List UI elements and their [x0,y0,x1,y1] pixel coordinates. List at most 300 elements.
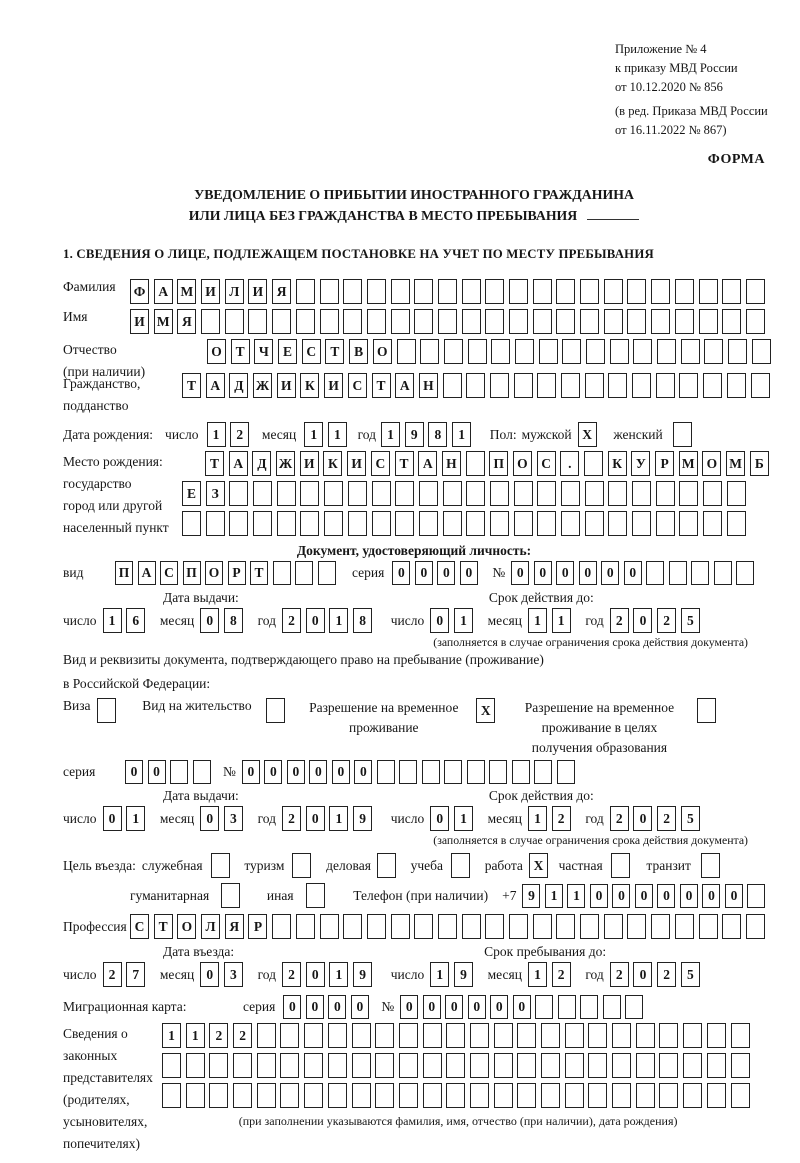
char-cell[interactable]: 1 [454,806,473,831]
char-cell[interactable]: 2 [103,962,122,987]
char-cell[interactable] [627,279,646,304]
char-cell[interactable] [533,914,552,939]
char-cell[interactable]: Я [177,309,196,334]
char-cell[interactable]: З [206,481,225,506]
char-cell[interactable] [722,914,741,939]
char-cell[interactable] [731,1083,750,1108]
char-cell[interactable] [391,279,410,304]
char-cell[interactable] [253,481,272,506]
visa-checkbox-cell[interactable] [97,698,116,723]
char-cell[interactable] [273,561,291,585]
char-cell[interactable] [391,914,410,939]
char-cell[interactable]: 1 [430,962,449,987]
char-cell[interactable] [233,1053,252,1078]
char-cell[interactable] [610,339,629,364]
char-cell[interactable]: Р [655,451,674,476]
char-cell[interactable] [699,279,718,304]
char-cell[interactable] [466,373,485,398]
char-cell[interactable] [515,339,534,364]
purpose-other-cell[interactable] [306,883,325,908]
char-cell[interactable] [257,1023,276,1048]
char-cell[interactable] [443,511,462,536]
char-cell[interactable] [280,1083,299,1108]
char-cell[interactable] [562,339,581,364]
char-cell[interactable] [603,995,621,1019]
char-cell[interactable]: М [177,279,196,304]
char-cell[interactable] [343,309,362,334]
char-cell[interactable] [675,309,694,334]
char-cell[interactable]: М [154,309,173,334]
char-cell[interactable] [257,1053,276,1078]
char-cell[interactable]: 0 [460,561,478,585]
char-cell[interactable] [541,1053,560,1078]
char-cell[interactable]: 9 [353,806,372,831]
char-cell[interactable]: 2 [610,806,629,831]
char-cell[interactable]: П [115,561,133,585]
purpose-tourism-cell[interactable] [292,853,311,878]
char-cell[interactable]: 0 [351,995,369,1019]
char-cell[interactable]: 0 [200,806,219,831]
char-cell[interactable] [423,1083,442,1108]
purpose-work-cell[interactable]: X [529,853,548,878]
char-cell[interactable]: О [702,451,721,476]
char-cell[interactable] [399,760,417,784]
char-cell[interactable] [541,1023,560,1048]
char-cell[interactable] [657,339,676,364]
char-cell[interactable] [535,995,553,1019]
char-cell[interactable]: 2 [657,806,676,831]
char-cell[interactable]: 0 [200,962,219,987]
char-cell[interactable] [186,1053,205,1078]
char-cell[interactable]: 9 [353,962,372,987]
char-cell[interactable]: 0 [601,561,619,585]
char-cell[interactable]: 2 [610,608,629,633]
char-cell[interactable] [727,481,746,506]
char-cell[interactable]: Т [182,373,201,398]
char-cell[interactable] [375,1053,394,1078]
char-cell[interactable] [727,511,746,536]
char-cell[interactable] [585,481,604,506]
char-cell[interactable] [714,561,732,585]
char-cell[interactable] [485,279,504,304]
char-cell[interactable]: С [371,451,390,476]
char-cell[interactable] [514,373,533,398]
char-cell[interactable] [372,511,391,536]
char-cell[interactable] [277,481,296,506]
char-cell[interactable] [348,481,367,506]
char-cell[interactable]: 2 [209,1023,228,1048]
char-cell[interactable]: 2 [552,806,571,831]
char-cell[interactable] [399,1053,418,1078]
char-cell[interactable] [485,914,504,939]
char-cell[interactable] [514,481,533,506]
char-cell[interactable]: 2 [230,422,249,447]
char-cell[interactable] [636,1023,655,1048]
char-cell[interactable] [746,279,765,304]
char-cell[interactable]: Б [750,451,769,476]
char-cell[interactable]: С [130,914,149,939]
char-cell[interactable]: 1 [329,608,348,633]
char-cell[interactable] [565,1083,584,1108]
char-cell[interactable] [659,1023,678,1048]
char-cell[interactable]: 0 [328,995,346,1019]
char-cell[interactable] [186,1083,205,1108]
char-cell[interactable] [541,1083,560,1108]
char-cell[interactable]: 0 [283,995,301,1019]
char-cell[interactable] [272,914,291,939]
char-cell[interactable]: 2 [282,962,301,987]
char-cell[interactable] [633,339,652,364]
char-cell[interactable] [494,1053,513,1078]
char-cell[interactable]: 1 [162,1023,181,1048]
residence-permit-checkbox-cell[interactable] [266,698,285,723]
char-cell[interactable]: 0 [200,608,219,633]
char-cell[interactable]: 9 [522,884,540,908]
char-cell[interactable] [489,760,507,784]
char-cell[interactable] [691,561,709,585]
char-cell[interactable] [556,914,575,939]
char-cell[interactable]: 0 [702,884,720,908]
char-cell[interactable]: 1 [328,422,347,447]
char-cell[interactable] [419,511,438,536]
char-cell[interactable] [490,481,509,506]
char-cell[interactable]: 0 [633,806,652,831]
char-cell[interactable]: 1 [528,806,547,831]
char-cell[interactable] [324,511,343,536]
char-cell[interactable] [162,1083,181,1108]
char-cell[interactable]: Т [205,451,224,476]
temp-residence-checkbox-cell[interactable]: X [476,698,495,723]
char-cell[interactable]: А [206,373,225,398]
char-cell[interactable] [296,279,315,304]
char-cell[interactable]: М [726,451,745,476]
char-cell[interactable] [272,309,291,334]
char-cell[interactable]: О [207,339,226,364]
char-cell[interactable] [699,309,718,334]
purpose-private-cell[interactable] [611,853,630,878]
char-cell[interactable]: Ч [254,339,273,364]
char-cell[interactable] [509,309,528,334]
char-cell[interactable] [229,511,248,536]
char-cell[interactable] [580,279,599,304]
char-cell[interactable] [517,1023,536,1048]
char-cell[interactable] [683,1083,702,1108]
char-cell[interactable] [585,373,604,398]
char-cell[interactable]: 1 [567,884,585,908]
char-cell[interactable] [367,309,386,334]
char-cell[interactable]: 3 [224,962,243,987]
char-cell[interactable]: 1 [186,1023,205,1048]
char-cell[interactable] [248,309,267,334]
char-cell[interactable] [586,339,605,364]
char-cell[interactable]: Л [225,279,244,304]
char-cell[interactable]: 9 [454,962,473,987]
char-cell[interactable] [509,914,528,939]
char-cell[interactable] [257,1083,276,1108]
char-cell[interactable] [747,884,765,908]
char-cell[interactable] [722,279,741,304]
char-cell[interactable] [304,1023,323,1048]
char-cell[interactable]: К [323,451,342,476]
char-cell[interactable] [462,914,481,939]
char-cell[interactable] [608,373,627,398]
char-cell[interactable]: 0 [633,608,652,633]
char-cell[interactable] [625,995,643,1019]
char-cell[interactable] [746,914,765,939]
char-cell[interactable] [446,1053,465,1078]
char-cell[interactable] [669,561,687,585]
char-cell[interactable] [537,511,556,536]
char-cell[interactable] [399,1023,418,1048]
char-cell[interactable]: И [324,373,343,398]
char-cell[interactable] [534,760,552,784]
char-cell[interactable] [656,511,675,536]
char-cell[interactable]: И [201,279,220,304]
char-cell[interactable] [420,339,439,364]
char-cell[interactable] [352,1053,371,1078]
char-cell[interactable] [580,309,599,334]
char-cell[interactable]: А [395,373,414,398]
char-cell[interactable] [367,914,386,939]
char-cell[interactable]: 0 [332,760,350,784]
char-cell[interactable]: 0 [635,884,653,908]
char-cell[interactable]: О [205,561,223,585]
char-cell[interactable] [446,1083,465,1108]
char-cell[interactable] [656,481,675,506]
char-cell[interactable] [703,481,722,506]
char-cell[interactable] [604,309,623,334]
char-cell[interactable] [348,511,367,536]
char-cell[interactable]: К [300,373,319,398]
char-cell[interactable] [304,1053,323,1078]
char-cell[interactable]: 2 [657,962,676,987]
char-cell[interactable] [646,561,664,585]
char-cell[interactable] [612,1053,631,1078]
char-cell[interactable] [651,914,670,939]
char-cell[interactable]: 0 [624,561,642,585]
char-cell[interactable] [675,279,694,304]
char-cell[interactable]: Я [272,279,291,304]
char-cell[interactable] [632,511,651,536]
char-cell[interactable] [585,511,604,536]
char-cell[interactable] [320,309,339,334]
char-cell[interactable]: С [348,373,367,398]
char-cell[interactable] [328,1083,347,1108]
char-cell[interactable] [233,1083,252,1108]
char-cell[interactable] [580,995,598,1019]
char-cell[interactable]: Д [229,373,248,398]
char-cell[interactable]: 2 [552,962,571,987]
char-cell[interactable] [588,1023,607,1048]
char-cell[interactable] [627,309,646,334]
char-cell[interactable] [352,1083,371,1108]
char-cell[interactable] [414,914,433,939]
char-cell[interactable]: Я [225,914,244,939]
char-cell[interactable] [372,481,391,506]
char-cell[interactable] [707,1023,726,1048]
char-cell[interactable] [328,1053,347,1078]
char-cell[interactable] [446,1023,465,1048]
char-cell[interactable]: 2 [610,962,629,987]
char-cell[interactable] [636,1053,655,1078]
char-cell[interactable]: Р [228,561,246,585]
char-cell[interactable] [656,373,675,398]
char-cell[interactable]: 0 [437,561,455,585]
char-cell[interactable] [491,339,510,364]
char-cell[interactable] [565,1053,584,1078]
char-cell[interactable] [561,511,580,536]
char-cell[interactable] [470,1053,489,1078]
char-cell[interactable] [704,339,723,364]
char-cell[interactable] [588,1083,607,1108]
char-cell[interactable] [561,373,580,398]
char-cell[interactable]: 2 [233,1023,252,1048]
char-cell[interactable] [731,1023,750,1048]
char-cell[interactable] [423,1053,442,1078]
char-cell[interactable]: 0 [556,561,574,585]
char-cell[interactable]: Ж [253,373,272,398]
char-cell[interactable]: 1 [126,806,145,831]
char-cell[interactable]: 0 [490,995,508,1019]
char-cell[interactable] [320,914,339,939]
char-cell[interactable] [722,309,741,334]
char-cell[interactable]: 2 [657,608,676,633]
char-cell[interactable]: Т [395,451,414,476]
char-cell[interactable]: 3 [224,806,243,831]
char-cell[interactable]: Е [182,481,201,506]
char-cell[interactable] [681,339,700,364]
char-cell[interactable] [296,914,315,939]
char-cell[interactable] [612,1083,631,1108]
char-cell[interactable] [659,1083,678,1108]
char-cell[interactable]: 0 [148,760,166,784]
char-cell[interactable]: 0 [657,884,675,908]
char-cell[interactable]: Е [278,339,297,364]
char-cell[interactable] [651,279,670,304]
char-cell[interactable] [537,373,556,398]
char-cell[interactable] [300,481,319,506]
char-cell[interactable]: Т [372,373,391,398]
char-cell[interactable] [395,481,414,506]
char-cell[interactable]: 1 [381,422,400,447]
char-cell[interactable] [443,373,462,398]
char-cell[interactable] [343,914,362,939]
char-cell[interactable] [565,1023,584,1048]
char-cell[interactable]: А [138,561,156,585]
char-cell[interactable] [443,481,462,506]
char-cell[interactable]: 0 [103,806,122,831]
char-cell[interactable] [632,373,651,398]
char-cell[interactable]: С [160,561,178,585]
char-cell[interactable] [490,511,509,536]
char-cell[interactable]: 0 [392,561,410,585]
char-cell[interactable] [466,451,485,476]
char-cell[interactable] [539,339,558,364]
char-cell[interactable] [438,309,457,334]
purpose-study-cell[interactable] [451,853,470,878]
char-cell[interactable] [422,760,440,784]
char-cell[interactable] [320,279,339,304]
char-cell[interactable] [659,1053,678,1078]
char-cell[interactable]: Ф [130,279,149,304]
char-cell[interactable] [295,561,313,585]
char-cell[interactable] [367,279,386,304]
purpose-business-cell[interactable] [377,853,396,878]
char-cell[interactable] [517,1053,536,1078]
char-cell[interactable] [375,1083,394,1108]
char-cell[interactable]: 0 [590,884,608,908]
char-cell[interactable] [561,481,580,506]
char-cell[interactable]: 1 [528,608,547,633]
char-cell[interactable] [612,1023,631,1048]
char-cell[interactable] [229,481,248,506]
char-cell[interactable] [707,1083,726,1108]
char-cell[interactable]: 0 [511,561,529,585]
char-cell[interactable]: П [183,561,201,585]
char-cell[interactable] [206,511,225,536]
char-cell[interactable]: 0 [309,760,327,784]
char-cell[interactable]: 0 [306,608,325,633]
char-cell[interactable] [414,309,433,334]
char-cell[interactable]: И [277,373,296,398]
char-cell[interactable]: 6 [126,608,145,633]
char-cell[interactable] [343,279,362,304]
char-cell[interactable]: М [679,451,698,476]
char-cell[interactable] [533,279,552,304]
char-cell[interactable]: 0 [306,806,325,831]
char-cell[interactable]: 0 [725,884,743,908]
char-cell[interactable] [632,481,651,506]
char-cell[interactable]: С [302,339,321,364]
char-cell[interactable] [584,451,603,476]
char-cell[interactable]: О [513,451,532,476]
char-cell[interactable] [604,279,623,304]
char-cell[interactable]: 1 [528,962,547,987]
char-cell[interactable] [466,511,485,536]
char-cell[interactable] [419,481,438,506]
char-cell[interactable] [253,511,272,536]
char-cell[interactable] [277,511,296,536]
char-cell[interactable]: О [373,339,392,364]
char-cell[interactable] [651,309,670,334]
char-cell[interactable]: . [560,451,579,476]
char-cell[interactable] [751,373,770,398]
char-cell[interactable] [209,1083,228,1108]
char-cell[interactable]: 0 [423,995,441,1019]
char-cell[interactable] [494,1023,513,1048]
char-cell[interactable]: 1 [329,806,348,831]
char-cell[interactable]: 0 [633,962,652,987]
char-cell[interactable] [280,1053,299,1078]
char-cell[interactable]: 2 [282,806,301,831]
char-cell[interactable]: 0 [125,760,143,784]
char-cell[interactable]: 5 [681,962,700,987]
char-cell[interactable] [556,279,575,304]
purpose-transit-cell[interactable] [701,853,720,878]
char-cell[interactable] [462,309,481,334]
char-cell[interactable] [494,1083,513,1108]
char-cell[interactable] [679,511,698,536]
char-cell[interactable] [703,511,722,536]
char-cell[interactable] [512,760,530,784]
char-cell[interactable] [675,914,694,939]
char-cell[interactable]: 1 [304,422,323,447]
char-cell[interactable]: 0 [306,962,325,987]
char-cell[interactable] [514,511,533,536]
char-cell[interactable] [636,1083,655,1108]
char-cell[interactable] [209,1053,228,1078]
char-cell[interactable] [588,1053,607,1078]
